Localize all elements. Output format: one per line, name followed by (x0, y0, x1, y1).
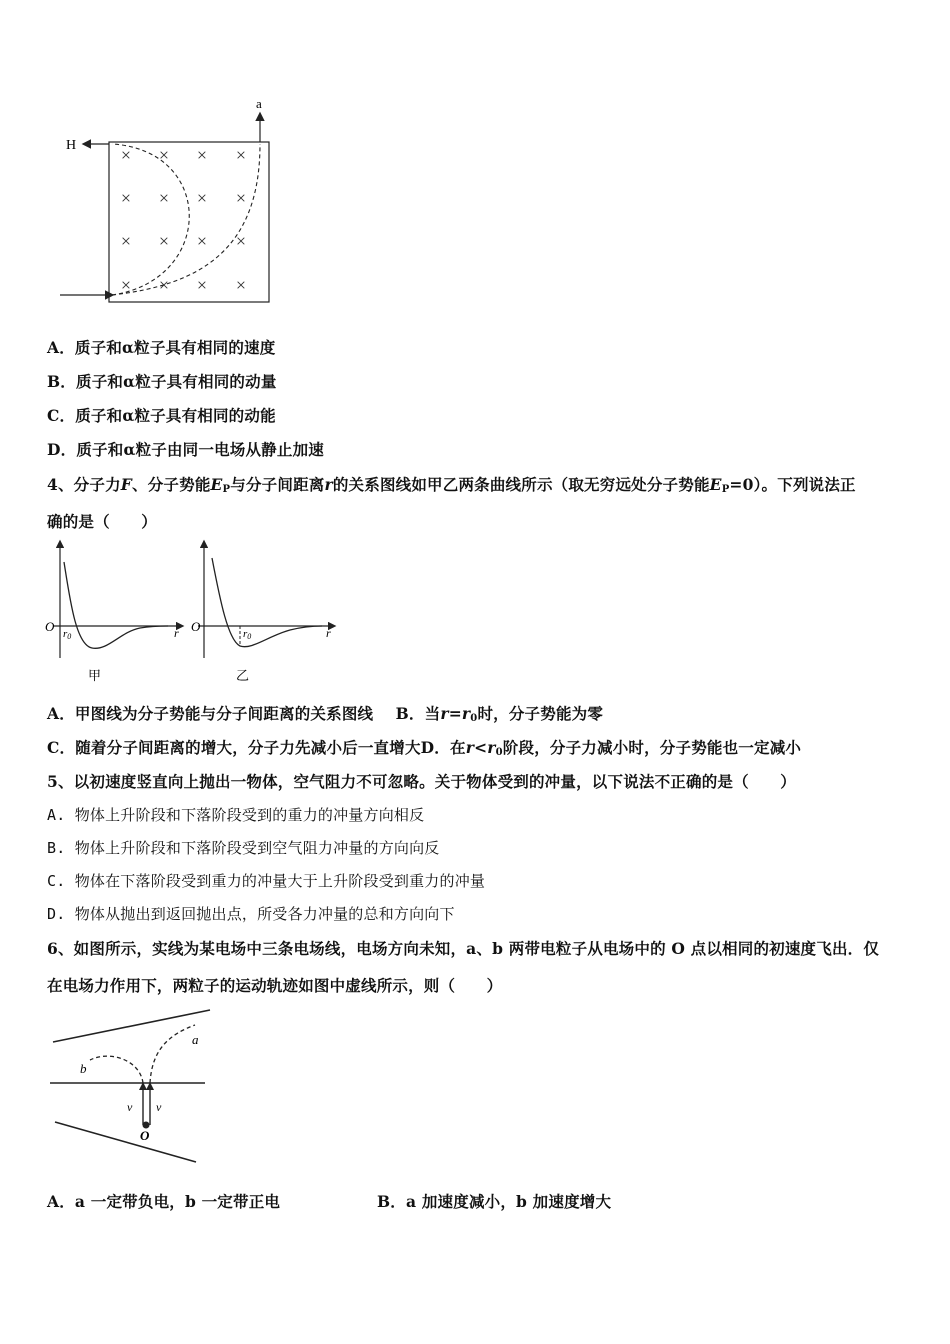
svg-text:v: v (156, 1100, 162, 1114)
svg-text:a: a (192, 1032, 199, 1047)
q6-stem-line2: 在电场力作用下，两粒子的运动轨迹如图中虚线所示，则（ ） (47, 976, 503, 995)
svg-text:×: × (158, 275, 170, 295)
svg-text:×: × (120, 188, 132, 208)
q4-options-ab: A．甲图线为分子势能与分子间距离的关系图线 B．当$r=r_0$时，分子势能为零 (47, 704, 604, 724)
svg-text:O: O (45, 619, 55, 634)
q4-stem-line2: 确的是（ ） (47, 512, 157, 531)
svg-text:×: × (120, 145, 132, 165)
svg-text:×: × (196, 275, 208, 295)
svg-text:v: v (127, 1100, 133, 1114)
q3-option-d: D．质子和α粒子由同一电场从静止加速 (47, 440, 324, 459)
svg-text:r0: r0 (63, 628, 72, 641)
svg-text:×: × (235, 275, 247, 295)
q3-option-a: A．质子和α粒子具有相同的速度 (47, 338, 276, 357)
trajectory-a (150, 1025, 195, 1083)
svg-text:O: O (140, 1128, 150, 1143)
q5-option-a: A. 物体上升阶段和下落阶段受到的重力的冲量方向相反 (47, 806, 425, 824)
label-H: H (66, 138, 77, 153)
svg-text:×: × (235, 231, 247, 251)
svg-text:b: b (80, 1061, 87, 1076)
svg-text:O: O (191, 619, 201, 634)
svg-text:×: × (196, 231, 208, 251)
svg-text:×: × (158, 188, 170, 208)
q5-option-d: D. 物体从抛出到返回抛出点，所受各力冲量的总和方向向下 (47, 905, 455, 923)
q3-option-c: C．质子和α粒子具有相同的动能 (47, 406, 276, 425)
svg-text:×: × (120, 231, 132, 251)
svg-text:×: × (235, 188, 247, 208)
svg-text:×: × (196, 145, 208, 165)
svg-text:×: × (120, 275, 132, 295)
svg-text:×: × (158, 231, 170, 251)
trajectory-b (90, 1056, 143, 1083)
graph-yi-label: 乙 (236, 668, 250, 683)
field-line-top (53, 1010, 210, 1042)
graph-jia-label: 甲 (88, 668, 102, 683)
q5-option-b: B. 物体上升阶段和下落阶段受到空气阻力冲量的方向向反 (47, 839, 440, 857)
q6-option-a: A．a 一定带负电，b 一定带正电 (47, 1192, 281, 1211)
q4-options-cd: C．随着分子间距离的增大，分子力先减小后一直增大D．在$r<r_0$阶段，分子力减小时，分子势能也一定减小 (47, 738, 802, 758)
svg-text:×: × (235, 145, 247, 165)
svg-text:×: × (196, 188, 208, 208)
q5-option-c: C. 物体在下落阶段受到重力的冲量大于上升阶段受到重力的冲量 (47, 872, 486, 890)
q5-stem: 5、以初速度竖直向上抛出一物体，空气阻力不可忽略。关于物体受到的冲量，以下说法不正确的是（ ） (47, 772, 796, 791)
label-a: a (256, 96, 262, 111)
q6-stem-line1: 6、如图所示，实线为某电场中三条电场线，电场方向未知，a、b 两带电粒子从电场中的 O 点以相同的初速度飞出．仅 (47, 939, 880, 958)
q6-option-b: B．a 加速度减小，b 加速度增大 (377, 1192, 612, 1211)
field-line-bottom (55, 1122, 196, 1162)
svg-text:r: r (326, 626, 331, 640)
q4-stem-line1: 4、分子力F、分子势能$E_P$与分子间距离r的关系图线如甲乙两条曲线所示（取无穷远处分子势能$E_P=0$）。下列说法正 (47, 475, 856, 495)
svg-text:×: × (158, 145, 170, 165)
svg-text:r: r (174, 626, 179, 640)
svg-text:r0: r0 (243, 628, 252, 641)
q3-option-b: B．质子和α粒子具有相同的动量 (47, 372, 277, 391)
